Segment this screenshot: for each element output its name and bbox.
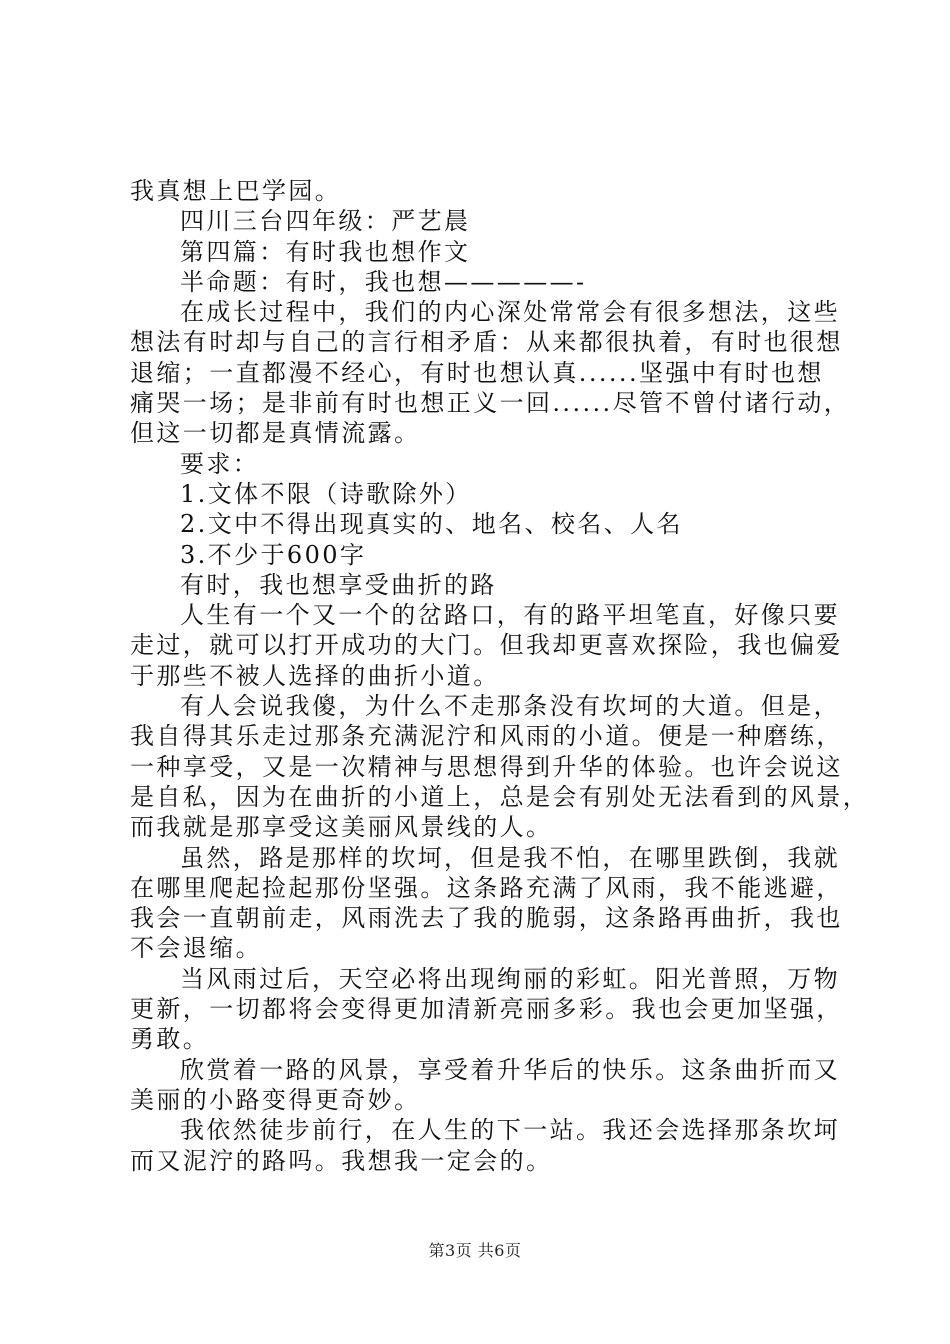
text-line: 在成长过程中，我们的内心深处常常会有很多想法，这些 — [180, 298, 840, 327]
text-line: 有人会说我傻，为什么不走那条没有坎坷的大道。但是， — [180, 692, 840, 721]
text-line: 是自私，因为在曲折的小道上，总是会有别处无法看到的风景， — [130, 782, 870, 811]
text-line: 第四篇：有时我也想作文 — [180, 237, 471, 266]
text-line: 四川三台四年级：严艺晨 — [180, 207, 471, 236]
text-line: 我真想上巴学园。 — [130, 177, 342, 205]
text-line: 3.不少于600字 — [180, 540, 367, 569]
text-line: 要求： — [180, 449, 260, 478]
text-line: 我依然徒步前行，在人生的下一站。我还会选择那条坎坷 — [180, 1116, 840, 1145]
text-line: 2.文中不得出现真实的、地名、校名、人名 — [180, 510, 683, 539]
text-line: 但这一切都是真情流露。 — [130, 419, 421, 448]
text-line: 痛哭一场；是非前有时也想正义一回......尽管不曾付诸行动， — [130, 389, 851, 418]
text-line: 欣赏着一路的风景，享受着升华后的快乐。这条曲折而又 — [180, 1055, 840, 1084]
text-line: 人生有一个又一个的岔路口，有的路平坦笔直，好像只要 — [180, 601, 840, 630]
text-line: 1.文体不限（诗歌除外） — [180, 479, 472, 508]
document-body — [130, 176, 870, 1176]
text-line: 退缩；一直都漫不经心，有时也想认真......坚强中有时也想 — [130, 358, 824, 387]
text-line: 而我就是那享受这美丽风景线的人。 — [130, 813, 553, 842]
text-line: 我会一直朝前走，风雨洗去了我的脆弱，这条路再曲折，我也 — [130, 904, 843, 933]
text-line: 当风雨过后，天空必将出现绚丽的彩虹。阳光普照，万物 — [180, 964, 840, 993]
text-line: 在哪里爬起捡起那份坚强。这条路充满了风雨，我不能逃避， — [130, 873, 843, 902]
text-line: 走过，就可以打开成功的大门。但我却更喜欢探险，我也偏爱 — [130, 631, 843, 660]
text-line: 虽然，路是那样的坎坷，但是我不怕，在哪里跌倒，我就 — [180, 843, 840, 872]
text-line: 我自得其乐走过那条充满泥泞和风雨的小道。便是一种磨练， — [130, 722, 843, 751]
text-line: 于那些不被人选择的曲折小道。 — [130, 661, 500, 690]
text-line: 一种享受，又是一次精神与思想得到升华的体验。也许会说这 — [130, 752, 843, 781]
text-line: 美丽的小路变得更奇妙。 — [130, 1085, 421, 1114]
text-line: 半命题：有时，我也想—————- — [180, 267, 587, 296]
text-line: 勇敢。 — [130, 1025, 210, 1054]
text-line: 不会退缩。 — [130, 934, 262, 963]
text-line: 想法有时却与自己的言行相矛盾：从来都很执着，有时也很想 — [130, 328, 843, 357]
page-footer: 第3页 共6页 — [428, 1241, 522, 1260]
text-line: 更新，一切都将会变得更加清新亮丽多彩。我也会更加坚强， — [130, 995, 843, 1024]
text-line: 而又泥泞的路吗。我想我一定会的。 — [130, 1146, 553, 1175]
text-line: 有时，我也想享受曲折的路 — [180, 570, 497, 599]
